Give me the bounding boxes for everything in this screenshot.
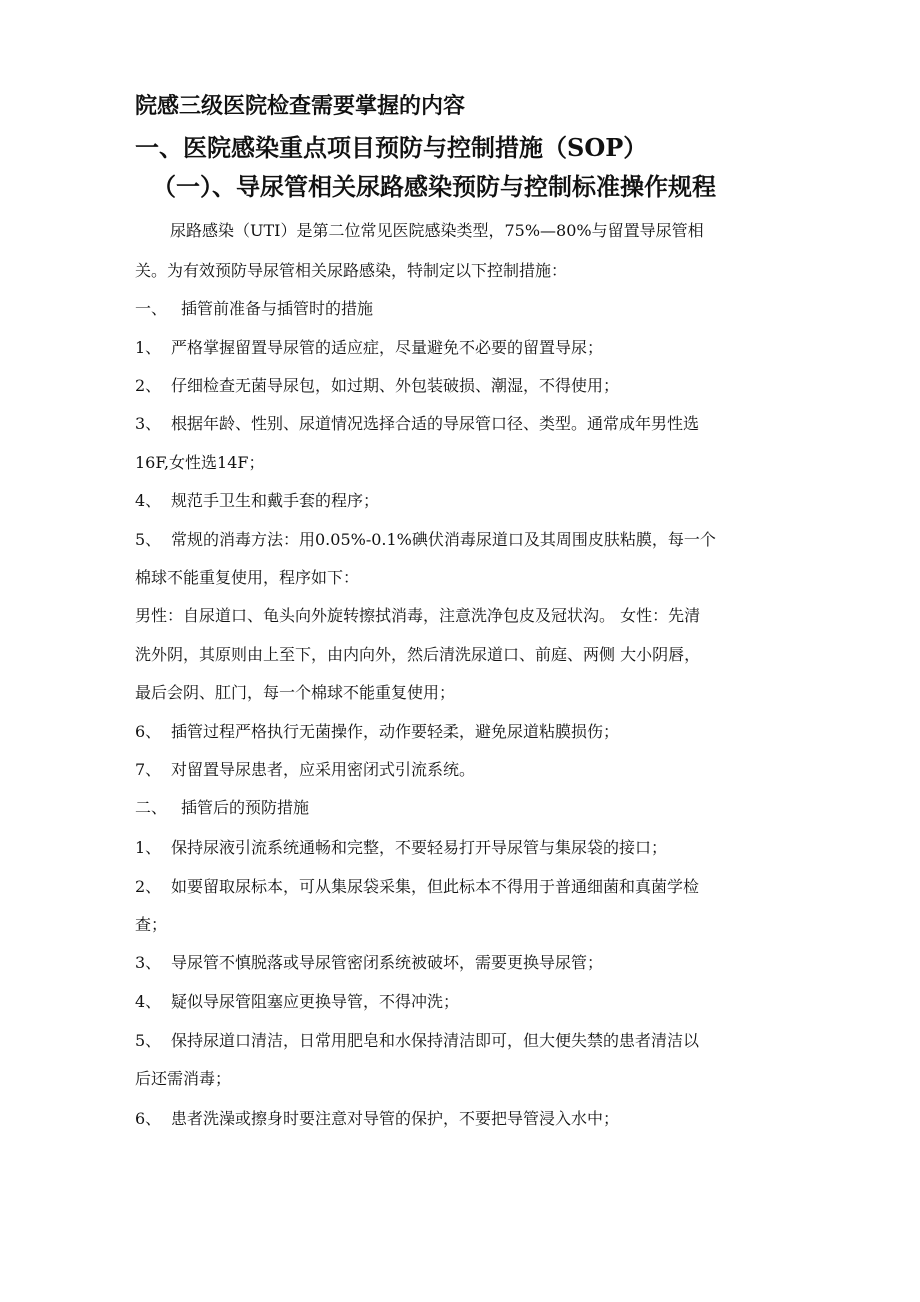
list-item-number: 5、 xyxy=(135,530,162,549)
list-item-number: 1、 xyxy=(135,838,162,857)
gender-paragraph-line1: 男性：自尿道口、龟头向外旋转擦拭消毒，注意洗净包皮及冠状沟。 女性：先清 xyxy=(135,606,701,625)
document-title: 院感三级医院检查需要掌握的内容 xyxy=(135,93,466,119)
list-item-text: 规范手卫生和戴手套的程序； xyxy=(171,491,380,510)
list-item-text: 疑似导尿管阻塞应更换导管，不得冲洗； xyxy=(171,992,460,1011)
gender-paragraph-line3: 最后会阴、肛门，每一个棉球不能重复使用； xyxy=(135,683,456,702)
list-item-continuation: 后还需消毒； xyxy=(135,1069,232,1088)
list-item xyxy=(135,414,795,434)
intro-paragraph-line1: 尿路感染（UTI）是第二位常见医院感染类型，75%—80%与留置导尿管相 xyxy=(170,221,704,240)
list-item-number: 7、 xyxy=(135,760,162,779)
list-item-number: 6、 xyxy=(135,1109,162,1128)
list-item-number: 4、 xyxy=(135,992,162,1011)
section-heading: 一、医院感染重点项目预防与控制措施（SOP） xyxy=(135,133,648,162)
intro-paragraph-line2: 关。为有效预防导尿管相关尿路感染，特制定以下控制措施： xyxy=(135,261,568,280)
list-item-text: 患者洗澡或擦身时要注意对导管的保护，不要把导管浸入水中； xyxy=(171,1109,620,1128)
subsection-heading: （一）、导尿管相关尿路感染预防与控制标准操作规程 xyxy=(152,172,716,201)
list-item xyxy=(135,992,795,1012)
list-item xyxy=(135,338,795,358)
section1-label: 一、 xyxy=(135,299,168,318)
list-item xyxy=(135,760,795,780)
list-item-number: 1、 xyxy=(135,338,162,357)
section2-heading xyxy=(135,798,795,818)
list-item-number: 5、 xyxy=(135,1031,162,1050)
list-item-text: 根据年龄、性别、尿道情况选择合适的导尿管口径、类型。通常成年男性选 xyxy=(171,414,700,433)
list-item-continuation: 16F,女性选14F； xyxy=(135,453,265,472)
list-item xyxy=(135,1031,795,1051)
list-item-continuation: 查； xyxy=(135,915,168,934)
section1-title: 插管前准备与插管时的措施 xyxy=(181,299,374,318)
gender-paragraph-line2: 洗外阴，其原则由上至下，由内向外，然后清洗尿道口、前庭、两侧 大小阴唇， xyxy=(135,645,701,664)
list-item-text: 对留置导尿患者，应采用密闭式引流系统。 xyxy=(171,760,476,779)
list-item-text: 严格掌握留置导尿管的适应症，尽量避免不必要的留置导尿； xyxy=(171,338,604,357)
list-item-text: 常规的消毒方法：用0.05%-0.1%碘伏消毒尿道口及其周围皮肤粘膜，每一个 xyxy=(171,530,716,549)
list-item-text: 如要留取尿标本，可从集尿袋采集，但此标本不得用于普通细菌和真菌学检 xyxy=(171,877,700,896)
list-item-number: 3、 xyxy=(135,953,162,972)
list-item-number: 2、 xyxy=(135,877,162,896)
list-item-text: 仔细检查无菌导尿包，如过期、外包装破损、潮湿，不得使用； xyxy=(171,376,620,395)
list-item xyxy=(135,376,795,396)
list-item xyxy=(135,838,795,858)
list-item-text: 插管过程严格执行无菌操作，动作要轻柔，避免尿道粘膜损伤； xyxy=(171,722,620,741)
list-item xyxy=(135,877,795,897)
list-item-number: 2、 xyxy=(135,376,162,395)
list-item-text: 保持尿道口清洁，日常用肥皂和水保持清洁即可，但大便失禁的患者清洁以 xyxy=(171,1031,700,1050)
list-item-text: 导尿管不慎脱落或导尿管密闭系统被破坏，需要更换导尿管； xyxy=(171,953,604,972)
list-item xyxy=(135,1109,795,1129)
list-item-number: 4、 xyxy=(135,491,162,510)
list-item-text: 保持尿液引流系统通畅和完整，不要轻易打开导尿管与集尿袋的接口； xyxy=(171,838,668,857)
list-item xyxy=(135,953,795,973)
section2-title: 插管后的预防措施 xyxy=(181,798,310,817)
list-item xyxy=(135,722,795,742)
section1-heading xyxy=(135,299,795,319)
list-item-continuation: 棉球不能重复使用，程序如下： xyxy=(135,568,360,587)
section2-label: 二、 xyxy=(135,798,168,817)
list-item-number: 3、 xyxy=(135,414,162,433)
list-item xyxy=(135,491,795,511)
list-item xyxy=(135,530,795,550)
list-item-number: 6、 xyxy=(135,722,162,741)
